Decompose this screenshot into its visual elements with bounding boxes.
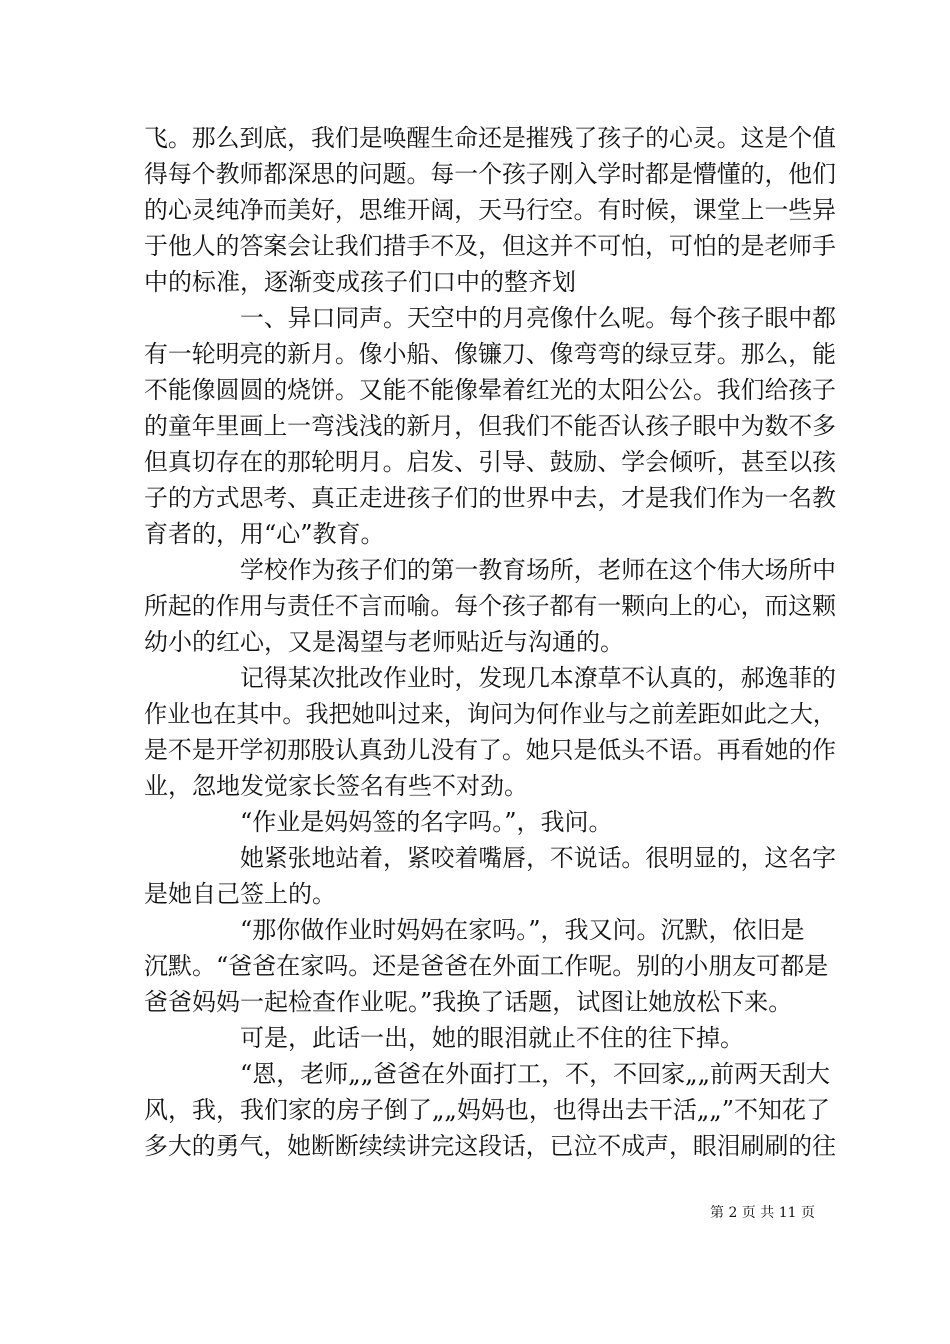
text-line: 风，我，我们家的房子倒了„„妈妈也，也得出去干活„„”不知花了 xyxy=(144,1096,831,1124)
text-line: 育者的，用“心”教育。 xyxy=(144,520,385,548)
text-line: 作业也在其中。我把她叫过来，询问为何作业与之前差距如此之大， xyxy=(144,700,836,728)
paragraph-start-line: “恩，老师„„爸爸在外面打工，不，不回家„„前两天刮大 xyxy=(240,1060,831,1088)
text-line: 飞。那么到底，我们是唤醒生命还是摧残了孩子的心灵。这是个值 xyxy=(144,124,837,152)
text-line: 不能像圆圆的烧饼。又能不能像晕着红光的太阳公公。我们给孩子 xyxy=(144,376,837,404)
page-number-footer: 第 2 页 共 11 页 xyxy=(710,1205,815,1221)
paragraph-start-line: 学校作为孩子们的第一教育场所，老师在这个伟大场所中 xyxy=(240,556,836,584)
paragraph-start-line: 可是，此话一出，她的眼泪就止不住的往下掉。 xyxy=(240,1024,744,1052)
text-line: 子的方式思考、真正走进孩子们的世界中去，才是我们作为一名教 xyxy=(144,484,837,512)
text-line: 有一轮明亮的新月。像小船、像镰刀、像弯弯的绿豆芽。那么，能 xyxy=(144,340,837,368)
text-line: 得每个教师都深思的问题。每一个孩子刚入学时都是懵懂的，他们 xyxy=(144,160,837,188)
paragraph-start-line: 她紧张地站着，紧咬着嘴唇，不说话。很明显的，这名字 xyxy=(240,844,836,872)
text-line: 是她自己签上的。 xyxy=(144,880,336,908)
text-line: 于他人的答案会让我们措手不及，但这并不可怕，可怕的是老师手 xyxy=(144,232,837,260)
paragraph-start-line: “那你做作业时妈妈在家吗。”，我又问。沉默，依旧是 xyxy=(240,916,805,944)
paragraph-start-line: “作业是妈妈签的名字吗。”，我问。 xyxy=(240,808,613,836)
text-line: 幼小的红心，又是渴望与老师贴近与沟通的。 xyxy=(144,628,624,656)
text-line: 的童年里画上一弯浅浅的新月，但我们不能否认孩子眼中为数不多 xyxy=(144,412,837,440)
text-line: 的心灵纯净而美好，思维开阔，天马行空。有时候，课堂上一些异 xyxy=(144,196,837,224)
text-line: 中的标准，逐渐变成孩子们口中的整齐划 xyxy=(144,268,576,296)
text-line: 爸爸妈妈一起检查作业呢。”我换了话题，试图让她放松下来。 xyxy=(144,988,793,1016)
text-line: 多大的勇气，她断断续续讲完这段话，已泣不成声，眼泪刷刷的往 xyxy=(144,1132,837,1160)
paragraph-start-line: 记得某次批改作业时，发现几本潦草不认真的，郝逸菲的 xyxy=(240,664,836,692)
text-line: 业，忽地发觉家长签名有些不对劲。 xyxy=(144,772,528,800)
paragraph-start-line: 一、异口同声。天空中的月亮像什么呢。每个孩子眼中都 xyxy=(240,304,836,332)
text-line: 沉默。“爸爸在家吗。还是爸爸在外面工作呢。别的小朋友可都是 xyxy=(144,952,829,980)
text-line: 但真切存在的那轮明月。启发、引导、鼓励、学会倾听，甚至以孩 xyxy=(144,448,837,476)
text-line: 所起的作用与责任不言而喻。每个孩子都有一颗向上的心，而这颗 xyxy=(144,592,837,620)
text-line: 是不是开学初那股认真劲儿没有了。她只是低头不语。再看她的作 xyxy=(144,736,837,764)
